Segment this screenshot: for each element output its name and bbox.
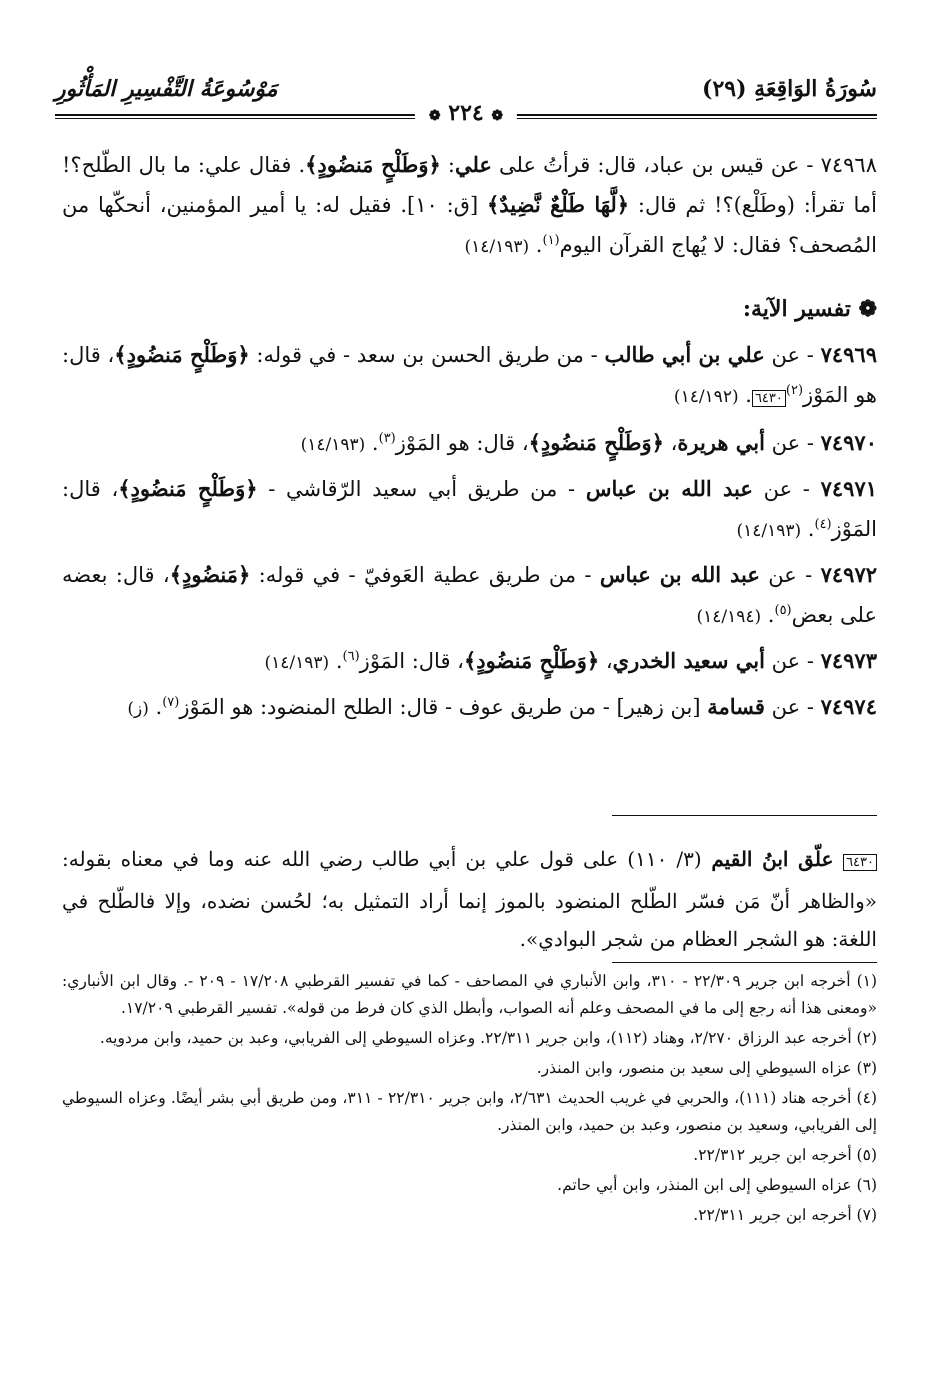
quran-verse: ﴿لَّهَا طَلْعٌ نَّضِيدٌ﴾ (486, 192, 630, 217)
volume-page-ref: (١٤/١٩٣) (736, 521, 802, 541)
ornament-icon: ❁ (428, 108, 441, 124)
quran-verse: ﴿وَطَلْحٍ مَنضُودٍ﴾ (118, 476, 258, 501)
narrator-name: علي بن أبي طالب (604, 342, 765, 367)
entry-text: . (738, 383, 752, 407)
commentary-divider (612, 815, 877, 816)
entry-number: ٧٤٩٧٢ (820, 562, 878, 587)
entry-text: . (365, 431, 379, 455)
ornament-icon: ❁ (491, 108, 504, 124)
volume-page-ref: (١٤/١٩٢) (673, 387, 739, 407)
entry-74968 (62, 145, 877, 267)
volume-page-ref: (ز) (127, 699, 149, 719)
entry-text: ، قال: هو المَوْز (62, 343, 877, 407)
entry-text: - من طريق الحسن بن سعد - في قوله: (249, 343, 605, 367)
narrator-name: أبي هريرة (677, 430, 765, 455)
entry-number: ٧٤٩٧٣ (820, 648, 877, 673)
commentary-text: (٣/ ١١٠) على قول علي بن أبي طالب رضي الله عنه وما في معناه بقوله: «والظاهر أنّ مَن فسّر الطّلح المنضود بالموز إنما أراد التمثيل به؛ لحُسن نضده، وإلا فالطّلح في اللغة: هو الشجر العظام من شجر البوادي». (62, 847, 877, 951)
entry-text: : (440, 153, 455, 177)
footnote-ref: (٧) (162, 695, 180, 710)
quran-verse: ﴿وَطَلْحٍ مَنضُودٍ﴾ (463, 648, 600, 673)
quran-verse: ﴿وَطَلْحٍ مَنضُودٍ﴾ (305, 152, 441, 177)
entry-74971 (62, 469, 877, 551)
entry-number: ٧٤٩٦٩ (820, 342, 877, 367)
section-title: ❁ تفسير الآية: (742, 296, 877, 322)
commentary-author: علّق ابنُ القيم (701, 847, 844, 871)
entry-text: - من طريق أبي سعيد الرّقاشي - (257, 477, 586, 501)
narrator-name: قسامة (707, 694, 765, 719)
entry-text: [بن زهير] - من طريق عوف - قال: الطلح المنضود: هو المَوْز (179, 695, 708, 719)
entry-text: ٧٤٩٦٨ - عن قيس بن عباد، قال: قرأتُ على (491, 153, 877, 177)
narrator-name: عبد الله بن عباس (585, 476, 753, 501)
entry-text: ، قال: هو المَوْز (395, 431, 529, 455)
volume-page-ref: (١٤/١٩٣) (300, 435, 366, 455)
footnote-ref: (٤) (814, 517, 832, 532)
entry-text: ، قال: المَوْز (359, 649, 464, 673)
page-number (415, 100, 517, 126)
footnote-1: (١) أخرجه ابن جرير ٢٢/٣٠٩ - ٣١٠، وابن الأنباري في المصاحف - كما في تفسير القرطبي ١٧/٢٠٨ - ٢٠٩ -. وقال ابن الأنباري: «ومعنى هذا أنه رجع إلى ما في المصحف وعلم أنه الصواب، وأبطل الذي كان فرط من قوله». تفسير القرطبي ١٧/٢٠٩. (62, 972, 878, 1017)
entry-74974 (62, 687, 877, 729)
quran-verse: ﴿وَطَلْحٍ مَنضُودٍ﴾ (114, 342, 250, 367)
entry-text: . (761, 603, 775, 627)
entry-text: . (148, 695, 163, 719)
narrator-name: علي (454, 152, 492, 177)
commentary-ref-box: ٦٤٣٠ (752, 390, 786, 407)
footnote-3: (٣) عزاه السيوطي إلى سعيد بن منصور، وابن المنذر. (536, 1059, 877, 1077)
entry-text: ، (663, 431, 678, 455)
footnote-ref: (١) (542, 233, 560, 248)
entry-text: - من طريق عطية العَوفيّ - في قوله: (250, 563, 600, 587)
entry-text: - عن (752, 477, 821, 501)
sura-title: سُورَةُ الوَاقِعَةِ (٢٩) (702, 76, 877, 102)
footnote-4: (٤) أخرجه هناد (١١١)، والحربي في غريب الحديث ٢/٦٣١، وابن جرير ٢٢/٣١٠ - ٣١١، ومن طريق أبي بشر أيضًا. وعزاه السيوطي إلى الفريابي، وسعيد بن منصور، وعبد بن حميد، وابن المنذر. (62, 1089, 877, 1134)
footnote-ref: (٣) (378, 431, 396, 446)
quran-verse: ﴿مَنضُودٍ﴾ (169, 562, 251, 587)
entry-text: [ق: ١٠]. فقيل له: يا أمير المؤمنين، أنحكّها من المُصحف؟ فقال: لا يُهاج القرآن اليوم (62, 193, 877, 257)
narrator-name: أبي سعيد الخدري (612, 648, 765, 673)
entry-text: . (529, 233, 543, 257)
entry-74973 (62, 641, 877, 683)
entry-text: ، قال: بعضه على بعض (62, 563, 877, 627)
footnotes-divider (612, 962, 877, 963)
narrator-name: عبد الله بن عباس (599, 562, 760, 587)
entry-text: - عن (764, 343, 821, 367)
entry-number: ٧٤٩٧٠ (820, 430, 877, 455)
volume-page-ref: (١٤/١٩٤) (696, 607, 762, 627)
commentary-block (62, 840, 877, 958)
entry-text: ، (599, 649, 613, 673)
entry-text: - عن (764, 649, 821, 673)
footnotes (62, 968, 877, 1232)
volume-page-ref: (١٤/١٩٣) (464, 237, 530, 257)
footnote-2: (٢) أخرجه عبد الرزاق ٢/٢٧٠، وهناد (١١٢)، وابن جرير ٢٢/٣١١. وعزاه السيوطي إلى الفريابي، وعبد بن حميد، وابن مردويه. (99, 1029, 877, 1047)
volume-page-ref: (١٤/١٩٣) (264, 653, 330, 673)
footnote-ref: (٥) (774, 603, 792, 618)
entry-text: - عن (759, 563, 821, 587)
entry-number: ٧٤٩٧١ (820, 476, 878, 501)
entry-74972 (62, 555, 877, 637)
entry-74970 (62, 423, 877, 465)
entry-text: . (329, 649, 343, 673)
footnote-6: (٦) عزاه السيوطي إلى ابن المنذر، وابن أبي حاتم. (557, 1176, 877, 1194)
entry-74969 (62, 335, 877, 419)
footnote-ref: (٦) (342, 649, 360, 664)
encyclopedia-title: مَوْسُوعَةُ التَّفْسِيرِ المَأْثُورِ (55, 76, 278, 102)
page-header (55, 68, 877, 138)
entry-text: ، قال: المَوْز (62, 477, 877, 541)
footnote-5: (٥) أخرجه ابن جرير ٢٢/٣١٢. (693, 1146, 877, 1164)
footnote-ref: (٢) (785, 383, 804, 398)
entry-text: . (801, 517, 815, 541)
quran-verse: ﴿وَطَلْحٍ مَنضُودٍ﴾ (528, 430, 664, 455)
entry-text: - عن (764, 431, 821, 455)
page-number-text: ٢٢٤ (448, 100, 484, 126)
commentary-number-box: ٦٤٣٠ (843, 854, 877, 871)
entry-text: . فقال علي: ما بال الطّلح؟! أما تقرأ: (وطَلْع)؟! ثم قال: (62, 153, 877, 217)
footnote-7: (٧) أخرجه ابن جرير ٢٢/٣١١. (693, 1206, 877, 1224)
entry-number: ٧٤٩٧٤ (820, 694, 877, 719)
entry-text: - عن (764, 695, 821, 719)
main-text (62, 145, 877, 733)
